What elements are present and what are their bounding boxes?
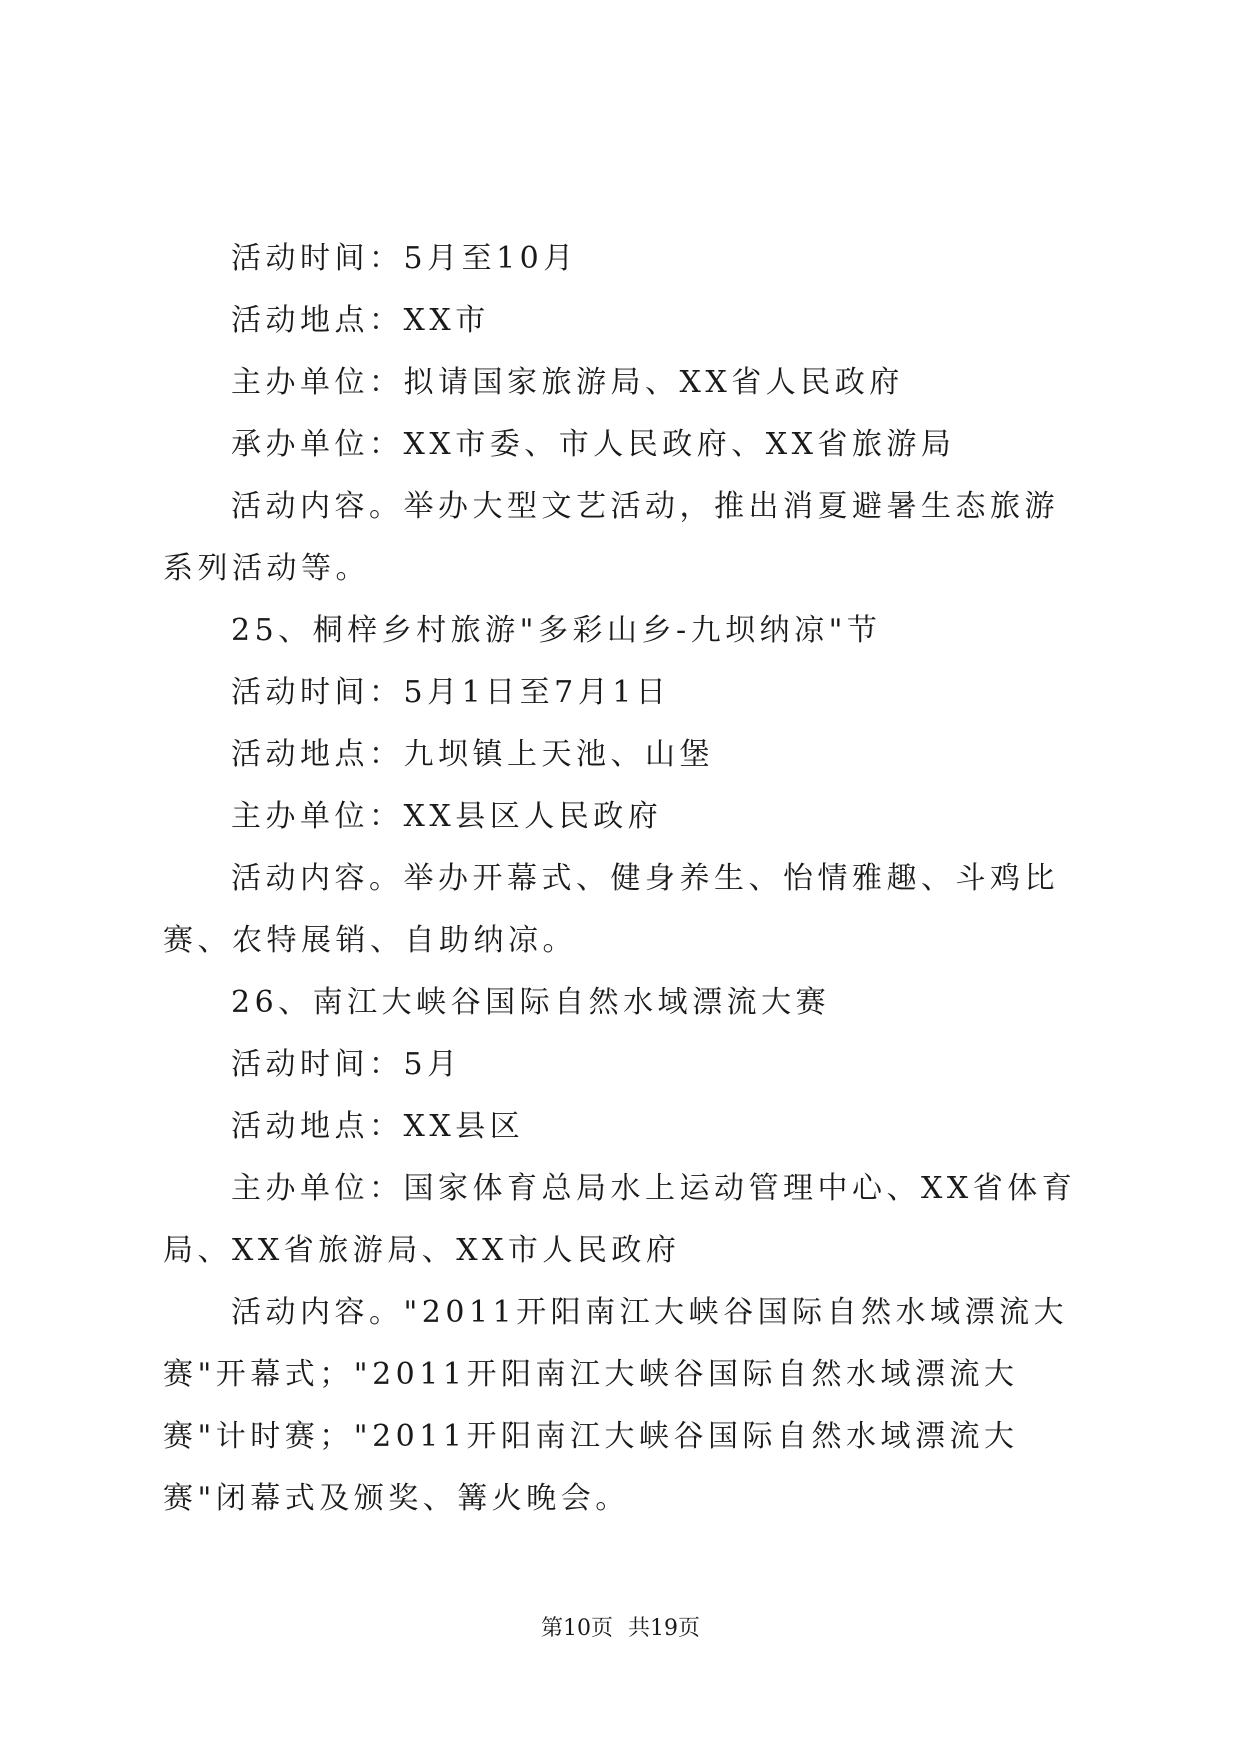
paragraph-activity-content: 活动内容。举办大型文艺活动，推出消夏避暑生态旅游系列活动等。	[163, 489, 1059, 586]
paragraph-activity-location: 活动地点：XX县区	[231, 1109, 525, 1144]
page-total: 共19页	[628, 1616, 700, 1641]
paragraph-activity-location: 活动地点：九坝镇上天池、山堡	[231, 737, 714, 772]
page-number: 第10页	[541, 1616, 613, 1641]
paragraph-co-organizer: 承办单位：XX市委、市人民政府、XX省旅游局	[231, 427, 956, 462]
paragraph-organizer: 主办单位：国家体育总局水上运动管理中心、XX省体育局、XX省旅游局、XX市人民政府	[163, 1171, 1077, 1268]
paragraph-activity-content: 活动内容。"2011开阳南江大峡谷国际自然水域漂流大赛"开幕式；"2011开阳南江大峡谷国际自然水域漂流大赛"计时赛；"2011开阳南江大峡谷国际自然水域漂流大赛"闭幕式及颁奖、篝火晚会。	[163, 1295, 1069, 1516]
paragraph-section-heading-25: 25、桐梓乡村旅游"多彩山乡-九坝纳凉"节	[231, 613, 882, 648]
page-footer	[0, 1614, 1241, 1644]
paragraph-organizer: 主办单位：XX县区人民政府	[231, 799, 663, 834]
paragraph-activity-time: 活动时间：5月	[231, 1047, 462, 1082]
paragraph-activity-time: 活动时间：5月至10月	[231, 241, 578, 276]
paragraph-activity-content: 活动内容。举办开幕式、健身养生、怡情雅趣、斗鸡比赛、农特展销、自助纳凉。	[163, 861, 1059, 958]
paragraph-activity-time: 活动时间：5月1日至7月1日	[231, 675, 671, 710]
paragraph-section-heading-26: 26、南江大峡谷国际自然水域漂流大赛	[231, 985, 831, 1020]
paragraph-organizer: 主办单位：拟请国家旅游局、XX省人民政府	[231, 365, 904, 400]
paragraph-activity-location: 活动地点：XX市	[231, 303, 490, 338]
document-body	[163, 228, 1083, 1530]
